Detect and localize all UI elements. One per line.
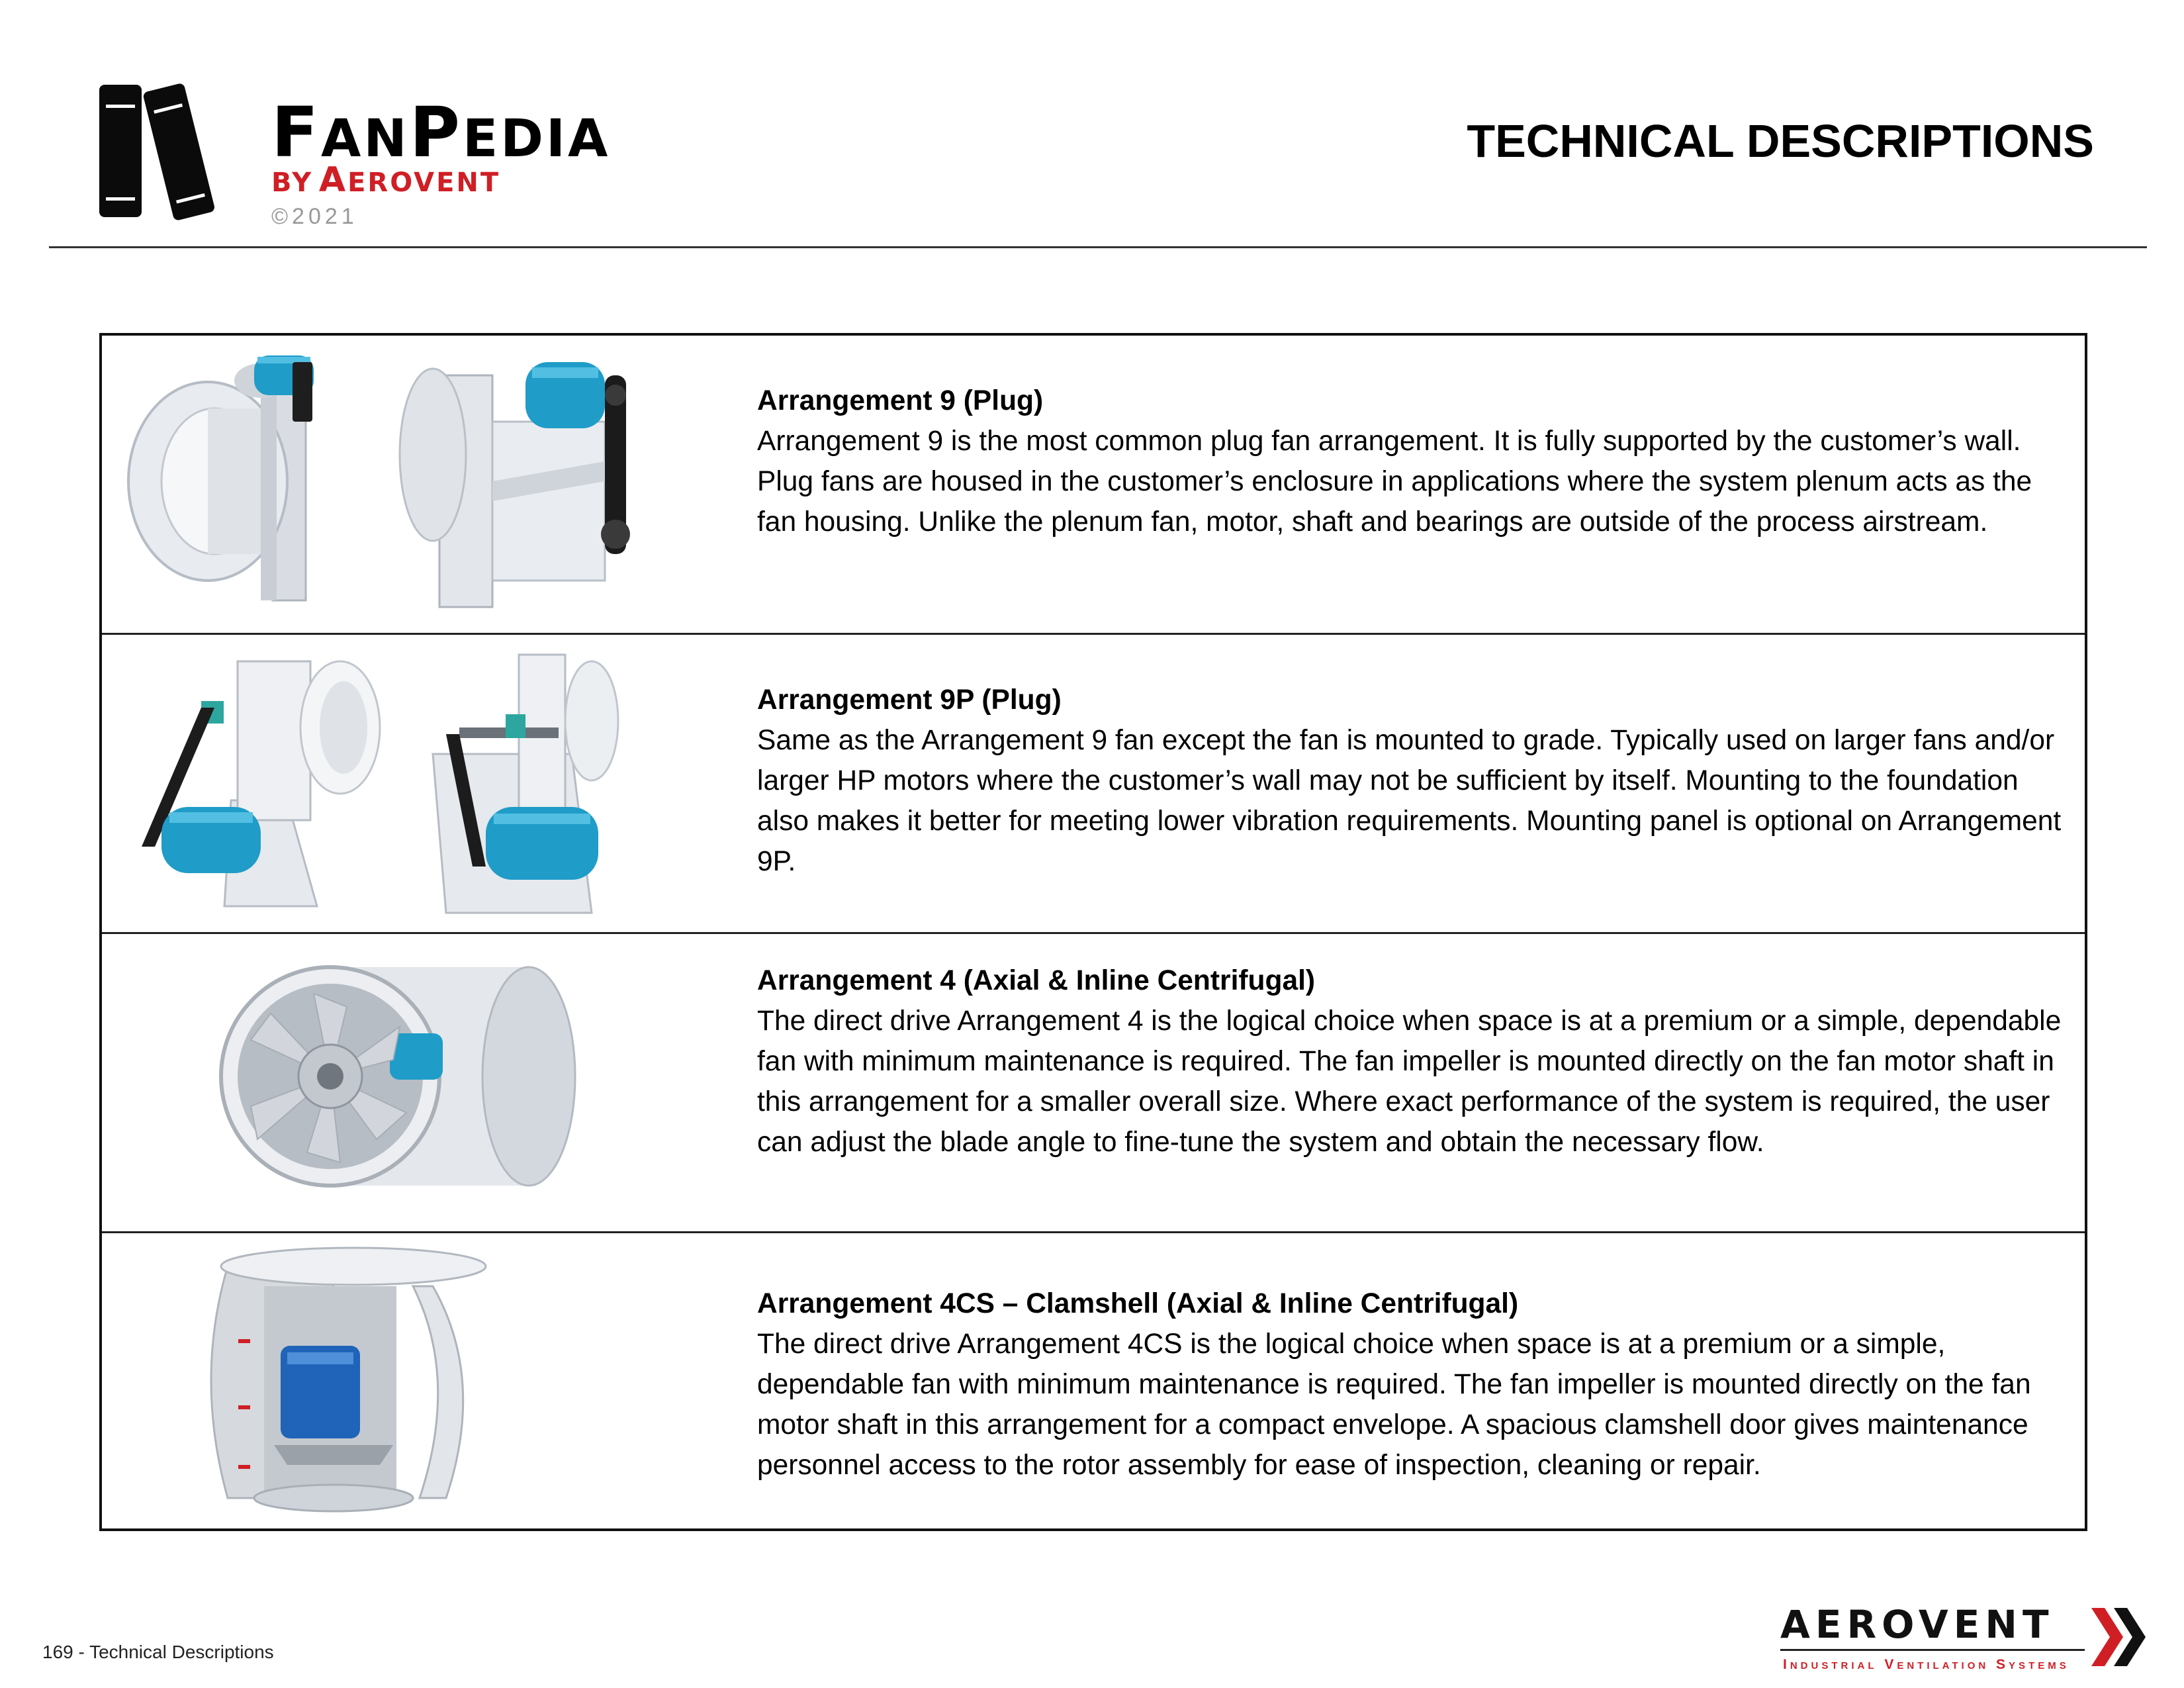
- copyright: ©2021: [271, 204, 358, 229]
- table-row: [102, 1233, 2085, 1532]
- brand-name: FANPEDIA: [271, 92, 611, 173]
- logo-rule: [1780, 1649, 2085, 1651]
- row-title: Arrangement 4CS – Clamshell (Axial & Inline Centrifugal): [757, 1288, 1519, 1319]
- row-description: Arrangement 9 is the most common plug fan arrangement. It is fully supported by the customer’s wall. Plug fans are housed in the customer’s enclosure in applications where the system plenum acts as the fan housing. Unlike the plenum fan, motor, shaft and bearings are outside of the process airstream.: [757, 426, 2032, 538]
- arrangement-4-image: [115, 947, 737, 1219]
- brand-byline: BY AEROVENT: [271, 160, 501, 200]
- page-title: TECHNICAL DESCRIPTIONS: [1467, 115, 2094, 167]
- fanpedia-logo: [98, 78, 680, 230]
- company-tagline: Industrial Ventilation Systems: [1783, 1657, 2070, 1672]
- table-row: [102, 635, 2085, 934]
- books-icon: [98, 78, 263, 224]
- row-description: The direct drive Arrangement 4CS is the logical choice when space is at a premium or a simple, dependable fan with minimum maintenance is required. The fan impeller is mounted directly on the fan motor shaft in this arrangement for a compact envelope. A spacious clamshell door gives maintenance personnel access to the rotor assembly for ease of inspection, cleaning or repair.: [757, 1329, 2031, 1481]
- arrangement-9p-image: [115, 648, 737, 919]
- header-divider: [49, 246, 2147, 248]
- arrangements-table: [99, 333, 2087, 1531]
- arrangement-9-image: [115, 349, 737, 620]
- row-title: Arrangement 9P (Plug): [757, 684, 1062, 716]
- aerovent-logo: [1780, 1602, 2151, 1672]
- table-row: [102, 934, 2085, 1233]
- row-description: Same as the Arrangement 9 fan except the fan is mounted to grade. Typically used on larger fans and/or larger HP motors where the customer’s wall may not be sufficient by itself. Mounting to the foundation also makes it better for meeting lower vibration requirements. Mounting panel is optional on Arrangement 9P.: [757, 725, 2062, 877]
- arrangement-4cs-image: [115, 1246, 737, 1518]
- row-description: The direct drive Arrangement 4 is the logical choice when space is at a premium or a simple, dependable fan with minimum maintenance is required. The fan impeller is mounted directly on the fan motor shaft in this arrangement for a smaller overall size. Where exact performance of the system is required, the user can adjust the blade angle to fine-tune the system and obtain the necessary flow.: [757, 1006, 2062, 1158]
- chevron-right-icon: [2091, 1605, 2148, 1669]
- page-number-label: 169 - Technical Descriptions: [42, 1642, 274, 1662]
- row-title: Arrangement 4 (Axial & Inline Centrifugal): [757, 965, 1316, 996]
- company-name: AEROVENT: [1780, 1602, 2054, 1647]
- row-title: Arrangement 9 (Plug): [757, 385, 1044, 416]
- table-row: [102, 336, 2085, 635]
